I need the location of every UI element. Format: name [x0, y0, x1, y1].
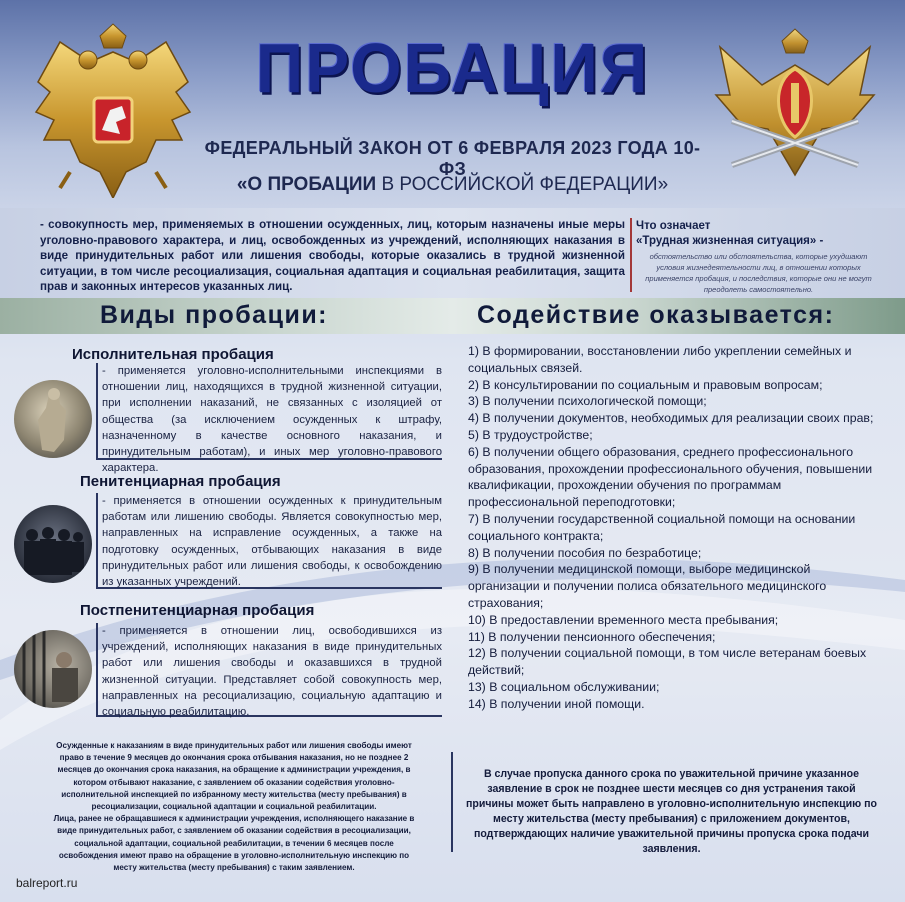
- probation-type-text: - применяется уголовно-исполнительными инспекциями в отношении лиц, находящихся в трудной жизненной ситуации, при исполнении наказаний, не связанных с изоляцией от общества (за исключением осужденных к штрафу, назначенному в качестве основного наказания, и принудительным работам), и иных мер уголовно-правового характера.: [96, 363, 442, 460]
- list-item: 7) В получении государственной социальной помощи на основании социального контракта;: [468, 511, 856, 543]
- probation-type-text: - применяется в отношении лиц, освободившихся из учреждений, исполняющих наказания в виде принудительных работ или лишения свободы и оказавшихся в трудной жизненной ситуации. Представляет собой совокупность мер, направленных на ресоциализацию, социальную адаптацию и социальную реабилитацию.: [96, 623, 442, 717]
- law-name-bold: «О ПРОБАЦИИ: [236, 174, 377, 195]
- statue-photo: [14, 380, 92, 458]
- people-icon: [14, 505, 92, 583]
- statue-icon: [14, 380, 92, 458]
- divider-line: [451, 752, 453, 852]
- probation-type-title: Пенитенциарная пробация: [80, 473, 281, 490]
- list-item: 4) В получении документов, необходимых для реализации своих прав;: [468, 411, 874, 426]
- probation-definition: - совокупность мер, применяемых в отношении осужденных, лиц, которым назначены иные меры уголовно-правового характера, и лиц, освобожденных из учреждений, исполняющих наказания в виде принудительных работ или лишения свободы, которые оказались в трудной жизненной ситуации, в том числе ресоциализация, социальная адаптация и социальная реабилитация, защита прав и законных интересов указанных лиц.: [40, 218, 625, 293]
- man-behind-bars-photo: [14, 630, 92, 708]
- notice-paragraph: Лица, ранее не обращавшиеся к администрации учреждения, исполняющего наказание в виде принудительных работ, с заявлением об оказании содействия в ресоциализации, социальной адаптации, социальной реабилитации, в течении 6 месяцев после освобождения имеют право на обращение в уголовно-исполнительную инспекцию по месту жительства (месту пребывания) с таким заявлением.: [53, 814, 415, 873]
- law-name-rest: В РОССИЙСКОЙ ФЕДЕРАЦИИ»: [376, 174, 669, 195]
- list-item: 2) В консультировании по социальным и правовым вопросам;: [468, 377, 823, 392]
- law-reference: ФЕДЕРАЛЬНЫЙ ЗАКОН ОТ 6 ФЕВРАЛЯ 2023 ГОДА 10-ФЗ: [204, 138, 701, 179]
- application-notice: [48, 740, 420, 874]
- page-title: ПРОБАЦИЯ: [255, 29, 650, 107]
- side-note-line1: Что означает: [636, 220, 711, 232]
- missed-deadline-notice: В случае пропуска данного срока по уважительной причине указанное заявление в срок не позднее шести месяцев со дня устранения такой причины может быть направлено в уголовно-исполнительную инспекцию по месту жительства (месту пребывания) с приложением документов, подтверждающих наличие уважительной причины пропуска срока подачи заявления.: [465, 768, 877, 855]
- fsin-emblem-icon: [712, 25, 878, 191]
- law-name: [200, 174, 705, 196]
- probation-type-title: Постпенитенциарная пробация: [80, 602, 315, 619]
- divider-line: [630, 218, 632, 292]
- prison-bars-icon: [14, 630, 92, 708]
- help-list: [468, 343, 878, 713]
- side-note-line2: «Трудная жизненная ситуация» -: [636, 235, 824, 247]
- list-item: 10) В предоставлении временного места пребывания;: [468, 612, 779, 627]
- help-heading: Содействие оказывается:: [477, 301, 835, 329]
- list-item: 9) В получении медицинской помощи, выборе медицинской организации и получении полиса обязательного медицинского страхования;: [468, 562, 827, 610]
- list-item: 13) В социальном обслуживании;: [468, 679, 660, 694]
- list-item: 11) В получении пенсионного обеспечения;: [468, 629, 716, 644]
- list-item: 3) В получении психологической помощи;: [468, 394, 707, 409]
- list-item: 6) В получении общего образования, среднего профессионального образования, прохождении профессионального обучения, повышении квалификации, прохождении обучения по программам профессиональной переподготовки;: [468, 444, 873, 510]
- types-heading: Виды пробации:: [100, 301, 329, 329]
- list-item: 1) В формировании, восстановлении либо укреплении семейных и социальных связей.: [468, 344, 852, 375]
- list-item: 12) В получении социальной помощи, в том числе ветеранам боевых действий;: [468, 646, 867, 678]
- difficult-situation-definition: обстоятельство или обстоятельства, которые ухудшают условия жизнедеятельности лиц, в отношении которых применяется пробация, и последствия, которые они не могут преодолеть самостоятельно.: [645, 252, 872, 294]
- russian-coat-of-arms-icon: [30, 22, 196, 198]
- list-item: 8) В получении пособия по безработице;: [468, 545, 702, 560]
- uniformed-group-photo: [14, 505, 92, 583]
- source-watermark: balreport.ru: [16, 876, 78, 890]
- list-item: 5) В трудоустройстве;: [468, 427, 593, 442]
- probation-type-title: Исполнительная пробация: [72, 346, 274, 363]
- difficult-situation-heading: [636, 219, 896, 249]
- notice-paragraph: Осужденные к наказаниям в виде принудительных работ или лишения свободы имеют право в течение 9 месяцев до окончания срока отбывания наказания, но не позднее 2 месяцев до окончания срока наказания, на обращение к администрации учреждения, в котором отбывают наказание, с заявлением об оказании содействия уголовно-исполнительной инспекцией по избранному месту жительства (месту пребывания) в ресоциализации, социальной адаптации и социальной реабилитации.: [56, 741, 412, 812]
- probation-type-text: - применяется в отношении осужденных к принудительным работам или лишению свободы. Является совокупностью мер, направленных на исправление осужденных, а также на подготовку осужденных, отбывающих наказания в виде принудительных работ или лишения свободы, к освобождению из указанных учреждений.: [96, 493, 442, 589]
- list-item: 14) В получении иной помощи.: [468, 696, 645, 711]
